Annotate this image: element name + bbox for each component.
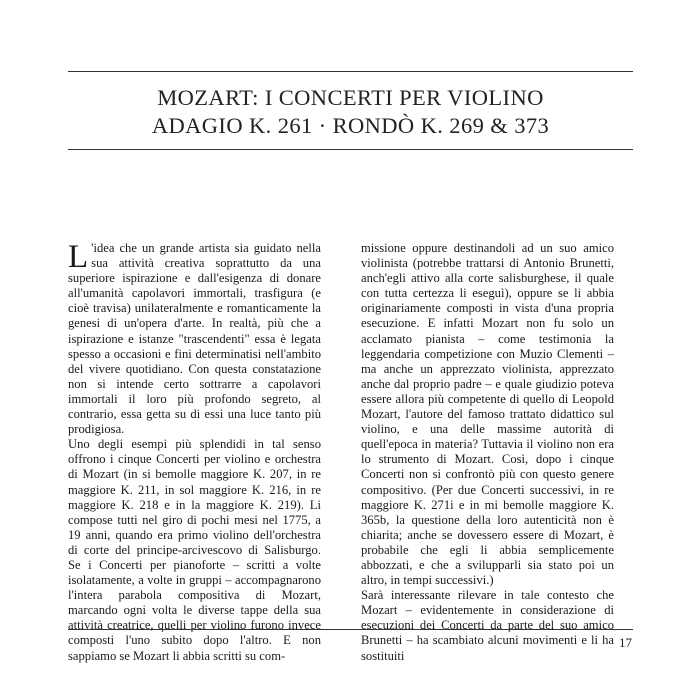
title-line-1: MOZART: I CONCERTI PER VIOLINO xyxy=(157,85,544,110)
paragraph: Sarà interessante rilevare in tale contesto che Mozart – evidentemente in considerazione di esecuzioni dei Concerti da parte del suo amico Brunetti – ha scambiato alcuni movimenti e li ha sostituiti xyxy=(361,588,614,663)
top-rule xyxy=(68,71,633,72)
page-title xyxy=(68,84,633,140)
left-column xyxy=(68,241,321,664)
paragraph-text: 'idea che un grande artista sia guidato nella sua attività creativa soprattutto da una superiore ispirazione e dall'esigenza di donare all'umanità capolavori immortali, trasfigura (e cioè travisa) unilateralmente e romanticamente la genesi di un'opera d'arte. In realtà, più che a ispirazione e istanze "trascendenti" essa è legata spesso a occasioni e fini determinatisi nell'ambito del vivere quotidiano. Con questa constatazione non si intende certo sottrarre a capolavori immortali il loro più profondo segreto, al contrario, essa getta su di essi una luce tanto più prodigiosa. xyxy=(68,241,321,437)
paragraph xyxy=(68,241,321,437)
title-rule xyxy=(68,149,633,150)
paragraph: missione oppure destinandoli ad un suo amico violinista (potrebbe trattarsi di Antonio Brunetti, anch'egli attivo alla corte salisburghese, il quale con tutta certezza li eseguì), oppure se li abbia originariamente composti in vista d'una propria esecuzione. E infatti Mozart non fu solo un acclamato pianista – come testimonia la leggendaria competizione con Muzio Clementi – ma anche un apprezzato violinista, apprezzato anche dal proprio padre – e quale giudizio poteva essere allora più competente di quello di Leopold Mozart, l'autore del famoso trattato didattico sul violino, e una delle massime autorità di quell'epoca in materia? Tuttavia il violino non era lo strumento di Mozart. Così, dopo i cinque Concerti non si confrontò più con questo genere compositivo. (Per due Concerti successivi, in re maggiore K. 271i e in mi bemolle maggiore K. 365b, la questione della loro autenticità non è chiarita; anche se dovessero essere di Mozart, è probabile che egli li abbia semplicemente abbozzati, e che a svilupparli sia stato poi un altro, in tempi successivi.) xyxy=(361,241,614,588)
footer-rule xyxy=(68,629,633,630)
paragraph: Uno degli esempi più splendidi in tal senso offrono i cinque Concerti per violino e orchestra di Mozart (in si bemolle maggiore K. 207, in re maggiore K. 211, in sol maggiore K. 216, in re maggiore K. 218 e in la maggiore K. 219). Li compose tutti nel giro di pochi mesi nel 1775, a 19 anni, quando era primo violino dell'orchestra di corte del principe-arcivescovo di Salisburgo. Se i Concerti per pianoforte – scritti a volte isolatamente, a volte in gruppi – accompagnarono l'intera parabola compositiva di Mozart, marcando ogni volta le diverse tappe della sua attività creatrice, quelli per violino furono invece composti l'uno subito dopo l'altro. E non sappiamo se Mozart li abbia scritti su com- xyxy=(68,437,321,663)
right-column xyxy=(361,241,614,664)
drop-cap: L xyxy=(68,239,89,275)
page-number: 17 xyxy=(619,635,632,650)
title-line-2: ADAGIO K. 261 · RONDÒ K. 269 & 373 xyxy=(151,113,550,138)
